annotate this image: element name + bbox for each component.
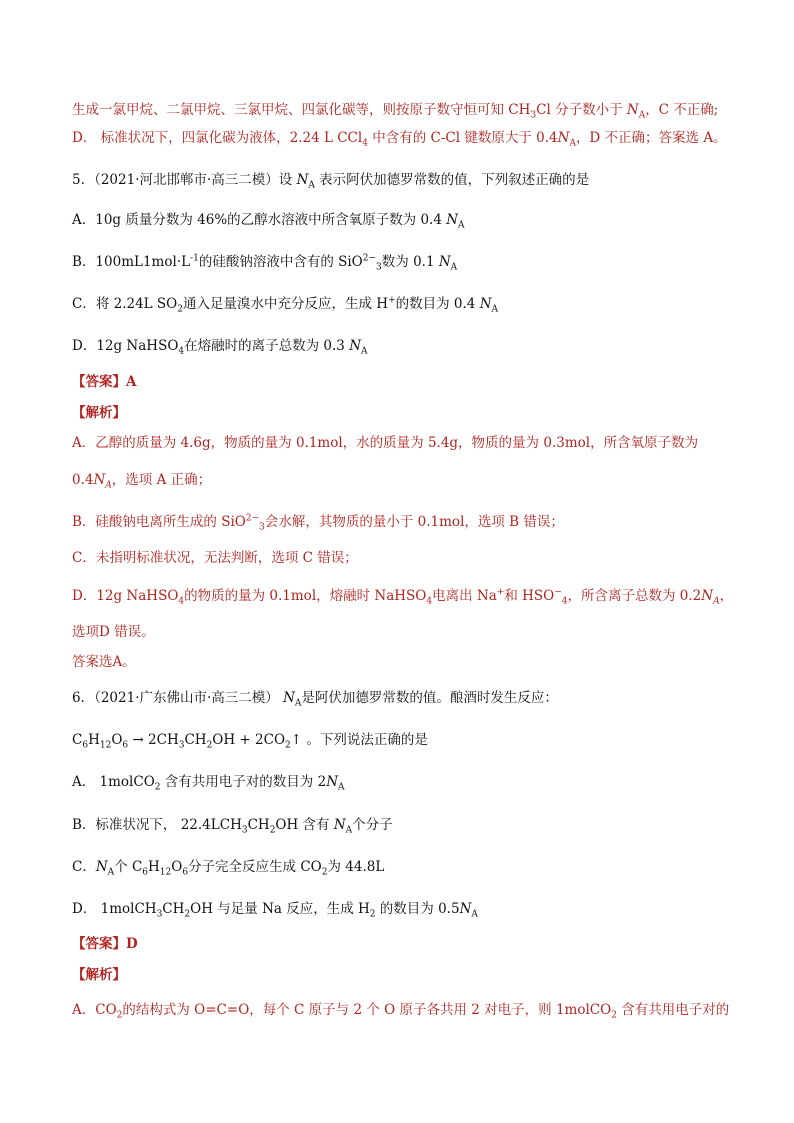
q5-option-b bbox=[72, 252, 734, 272]
na-symbol: N bbox=[296, 172, 309, 188]
text: 的数目为 0.5 bbox=[375, 901, 460, 917]
sub: 3 bbox=[241, 825, 248, 836]
na-symbol: N bbox=[626, 102, 639, 118]
text: 表示阿伏加德罗常数的值，下列叙述正确的是 bbox=[314, 172, 590, 188]
q5-option-a bbox=[72, 210, 734, 230]
q5-final: 答案选A。 bbox=[72, 654, 136, 670]
text: 的结构式为 O=C=O，每个 C 原子与 2 个 O 原子各共用 2 对电子，则 1molCO bbox=[122, 1002, 612, 1018]
text: OH + 2CO bbox=[212, 732, 286, 748]
sup: -1 bbox=[190, 253, 199, 264]
sub: A bbox=[361, 346, 368, 357]
na-symbol: N bbox=[283, 690, 295, 706]
text: CH bbox=[184, 732, 207, 748]
text: A． 1molCO bbox=[72, 774, 155, 790]
sub: 3 bbox=[259, 522, 265, 533]
sub: 2 bbox=[611, 1010, 617, 1021]
text: ，D 不正确；答案选 A。 bbox=[575, 130, 727, 146]
sub: 2 bbox=[184, 909, 191, 920]
sub: A bbox=[713, 596, 720, 607]
q6-analysis-label: 【解析】 bbox=[72, 967, 126, 983]
q6-explain-a bbox=[72, 1000, 734, 1020]
text: Cl 分子数小于 bbox=[536, 102, 627, 118]
q6-equation bbox=[72, 730, 734, 750]
text: 在熔融时的离子总数为 0.3 bbox=[184, 338, 350, 354]
text: CH bbox=[162, 901, 185, 917]
text: ，选项 A 正确； bbox=[111, 472, 212, 488]
text: 电离出 Na bbox=[432, 588, 497, 604]
sub: 2 bbox=[269, 825, 276, 836]
na-symbol: N bbox=[479, 296, 492, 312]
sup: + bbox=[388, 295, 396, 306]
q5-explain-a-2 bbox=[72, 470, 734, 490]
text: CH bbox=[247, 817, 270, 833]
sub: 6 bbox=[142, 867, 149, 878]
sub: 3 bbox=[156, 909, 163, 920]
prev-option-d bbox=[72, 128, 734, 148]
text: 的物质的量为 0.1mol，熔融时 NaHSO bbox=[184, 588, 427, 604]
text: B．硅酸钠电离所生成的 SiO bbox=[72, 514, 246, 530]
sub: A bbox=[569, 138, 576, 149]
na-symbol: N bbox=[349, 338, 361, 354]
text: 通入足量溴水中充分反应，生成 H bbox=[183, 296, 389, 312]
text: ，所含离子总数为 0.2 bbox=[567, 588, 702, 604]
sub: 4 bbox=[178, 596, 185, 607]
text: → 2CH bbox=[128, 732, 179, 748]
q5-stem bbox=[72, 170, 734, 190]
sub: 6 bbox=[82, 740, 89, 751]
sup: − bbox=[554, 587, 562, 598]
sup: 2− bbox=[245, 513, 260, 524]
q5-analysis-label: 【解析】 bbox=[72, 405, 126, 421]
prev-option-c-tail bbox=[72, 100, 734, 120]
q5-option-c bbox=[72, 294, 734, 314]
sub: A bbox=[308, 180, 315, 191]
na-symbol: N bbox=[95, 859, 108, 875]
text: A．10g 质量分数为 46%的乙醇水溶液中所含氧原子数为 0.4 bbox=[72, 212, 447, 228]
sub: 3 bbox=[530, 110, 537, 121]
text: H bbox=[88, 732, 100, 748]
na-symbol: N bbox=[438, 254, 451, 270]
text: 为 44.8L bbox=[327, 859, 385, 875]
text: 中含有的 C-Cl 键数原大于 0.4 bbox=[367, 130, 558, 146]
sub: 3 bbox=[376, 262, 382, 273]
sub: 4 bbox=[178, 346, 185, 357]
text: 生成一氯甲烷、二氯甲烷、三氯甲烷、四氯化碳等，则按原子数守恒可知 CH bbox=[72, 102, 531, 118]
text: D．12g NaHSO bbox=[72, 588, 179, 604]
q6-option-d bbox=[72, 899, 734, 919]
sub: 2 bbox=[154, 782, 161, 793]
text: 数为 0.1 bbox=[381, 254, 439, 270]
text: 是阿伏加德罗常数的值。酿酒时发生反应： bbox=[301, 690, 558, 706]
text: OH 与足量 Na 反应，生成 H bbox=[190, 901, 370, 917]
na-symbol: N bbox=[333, 817, 346, 833]
sub: A bbox=[105, 480, 112, 491]
q6-answer: 【答案】D bbox=[72, 936, 138, 952]
sub: 6 bbox=[122, 740, 129, 751]
text: 和 HSO bbox=[504, 588, 555, 604]
text: 会水解，其物质的量小于 0.1mol，选项 B 错误； bbox=[264, 514, 564, 530]
sub: A bbox=[338, 782, 345, 793]
text: O bbox=[111, 732, 123, 748]
q5-explain-d-2: 选项D 错误。 bbox=[72, 624, 155, 640]
sup: 2− bbox=[362, 253, 377, 264]
text: D． 1molCH bbox=[72, 901, 157, 917]
sub: 2 bbox=[321, 867, 328, 878]
q5-explain-c: C．未指明标准状况，无法判断，选项 C 错误； bbox=[72, 550, 358, 566]
sub: 2 bbox=[206, 740, 213, 751]
text: A．CO bbox=[72, 1002, 117, 1018]
na-symbol: N bbox=[93, 472, 106, 488]
q5-answer: 【答案】A bbox=[72, 374, 137, 390]
q5-option-d bbox=[72, 336, 734, 356]
sub: 4 bbox=[426, 596, 433, 607]
text: ↑ 。下列说法正确的是 bbox=[290, 732, 428, 748]
q5-explain-a-1: A．乙醇的质量为 4.6g，物质的量为 0.1mol，水的质量为 5.4g，物质的量为 0.3mol，所含氧原子数为 bbox=[72, 435, 699, 451]
na-symbol: N bbox=[459, 901, 472, 917]
q5-explain-d bbox=[72, 586, 734, 606]
sub: 12 bbox=[99, 740, 112, 751]
text: ，C 不正确; bbox=[645, 102, 719, 118]
text: B．100mL1mol·L bbox=[72, 254, 191, 270]
sub: 2 bbox=[116, 1010, 123, 1021]
na-symbol: N bbox=[326, 774, 338, 790]
sub: 3 bbox=[178, 740, 185, 751]
sup: + bbox=[496, 587, 505, 598]
q6-option-b bbox=[72, 815, 734, 835]
na-symbol: N bbox=[446, 212, 459, 228]
sub: A bbox=[458, 220, 465, 231]
na-symbol: N bbox=[701, 588, 714, 604]
sub: A bbox=[471, 909, 478, 920]
sub: A bbox=[450, 262, 458, 273]
text: H bbox=[148, 859, 160, 875]
q6-option-a bbox=[72, 772, 734, 792]
sub: 6 bbox=[182, 867, 189, 878]
sub: A bbox=[294, 698, 302, 709]
sub: A bbox=[107, 867, 115, 878]
text: 含有共用电子对的 bbox=[616, 1002, 730, 1018]
text: 的数目为 0.4 bbox=[395, 296, 480, 312]
q6-option-c: C．$N_A$个 $C_6H_{12}O_6$分子完全反应生成 $CO_2$为 44.8L bbox=[72, 859, 385, 878]
text: 含有共用电子对的数目为 2 bbox=[160, 774, 327, 790]
q6-stem bbox=[72, 688, 734, 708]
text: O bbox=[171, 859, 183, 875]
text: D．12g NaHSO bbox=[72, 338, 179, 354]
sub: 4 bbox=[561, 596, 568, 607]
na-symbol: N bbox=[557, 130, 570, 146]
text: 5．（2021·河北邯郸市·高三二模）设 bbox=[72, 172, 297, 188]
sub: A bbox=[638, 110, 646, 121]
sub: 2 bbox=[285, 740, 291, 751]
sub: 12 bbox=[159, 867, 172, 878]
text: 个分子 bbox=[352, 817, 393, 833]
sub: A bbox=[345, 825, 353, 836]
text: C．将 2.24L SO bbox=[72, 296, 178, 312]
text: C bbox=[72, 732, 83, 748]
text: B．标准状况下， 22.4LCH bbox=[72, 817, 242, 833]
text: 分子完全反应生成 CO bbox=[188, 859, 322, 875]
text: 6．（2021·广东佛山市·高三二模） bbox=[72, 690, 284, 706]
sub: A bbox=[491, 304, 498, 315]
text: 0.4 bbox=[72, 472, 94, 488]
text: 的硅酸钠溶液中含有的 SiO bbox=[198, 254, 363, 270]
sub: 2 bbox=[177, 304, 183, 315]
text: OH 含有 bbox=[275, 817, 334, 833]
sub: 2 bbox=[369, 909, 376, 920]
text: 个 C bbox=[114, 859, 143, 875]
text: ， bbox=[719, 588, 734, 604]
q5-explain-b bbox=[72, 512, 734, 532]
sub: 4 bbox=[362, 138, 368, 149]
text: D． 标准状况下，四氯化碳为液体，2.24 L CCl bbox=[72, 130, 363, 146]
